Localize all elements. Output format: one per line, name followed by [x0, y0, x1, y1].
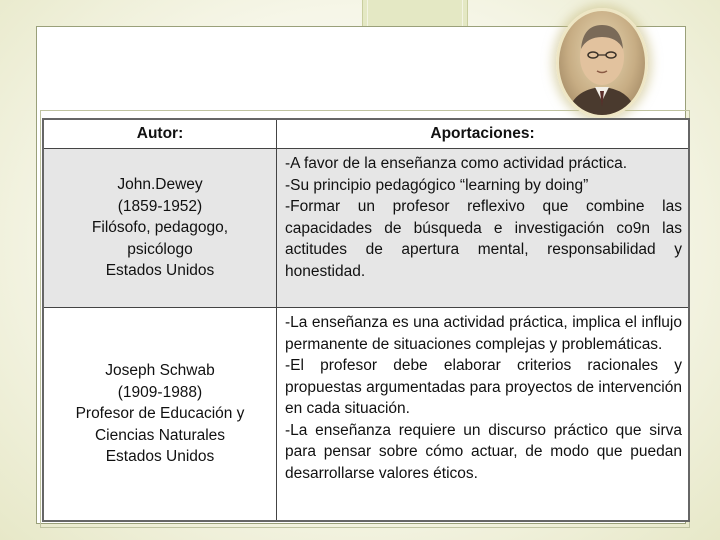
- autor-country: Estados Unidos: [105, 262, 215, 280]
- aportacion-item: -La enseñanza es una actividad práctica, implica el influjo permanente de situaciones complejas y problemáticas.: [285, 314, 682, 353]
- autor-cell: [43, 308, 277, 522]
- autor-role: Ciencias Naturales: [94, 426, 226, 444]
- autor-country: Estados Unidos: [105, 448, 215, 466]
- aportacion-item: -El profesor debe elaborar criterios racionales y propuestas argumentadas para proyectos de intervención en cada situación.: [285, 357, 682, 417]
- autor-role: Profesor de Educación y: [75, 405, 245, 423]
- header-autor: Autor:: [43, 119, 277, 149]
- portrait-photo: [556, 8, 648, 118]
- aportacion-item: -Formar un profesor reflexivo que combine las capacidades de búsqueda e investigación co9n las actitudes de apertura mental, responsabilidad y honestidad.: [285, 198, 682, 280]
- authors-table: [42, 118, 690, 522]
- autor-name: John.Dewey: [117, 176, 203, 194]
- aportacion-item: -A favor de la enseñanza como actividad práctica.: [285, 155, 628, 172]
- autor-years: (1909-1988): [117, 383, 203, 401]
- aportaciones-cell: [277, 149, 690, 308]
- autor-years: (1859-1952): [117, 197, 203, 215]
- table-header-row: [43, 119, 689, 149]
- portrait-icon: [559, 11, 645, 115]
- autor-role: psicólogo: [127, 240, 193, 258]
- aportacion-item: -Su principio pedagógico “learning by doing”: [285, 176, 589, 194]
- table-row: [43, 308, 689, 522]
- aportacion-item: -La enseñanza requiere un discurso práctico que sirva para pensar sobre cómo actuar, de modo que puedan desarrollarse valores éticos.: [285, 421, 682, 482]
- table-row: [43, 149, 689, 308]
- aportaciones-cell: [277, 308, 690, 522]
- autor-cell: [43, 149, 277, 308]
- autor-role: Filósofo, pedagogo,: [91, 219, 229, 237]
- header-aportaciones: Aportaciones:: [277, 119, 690, 149]
- autor-name: Joseph Schwab: [105, 362, 215, 380]
